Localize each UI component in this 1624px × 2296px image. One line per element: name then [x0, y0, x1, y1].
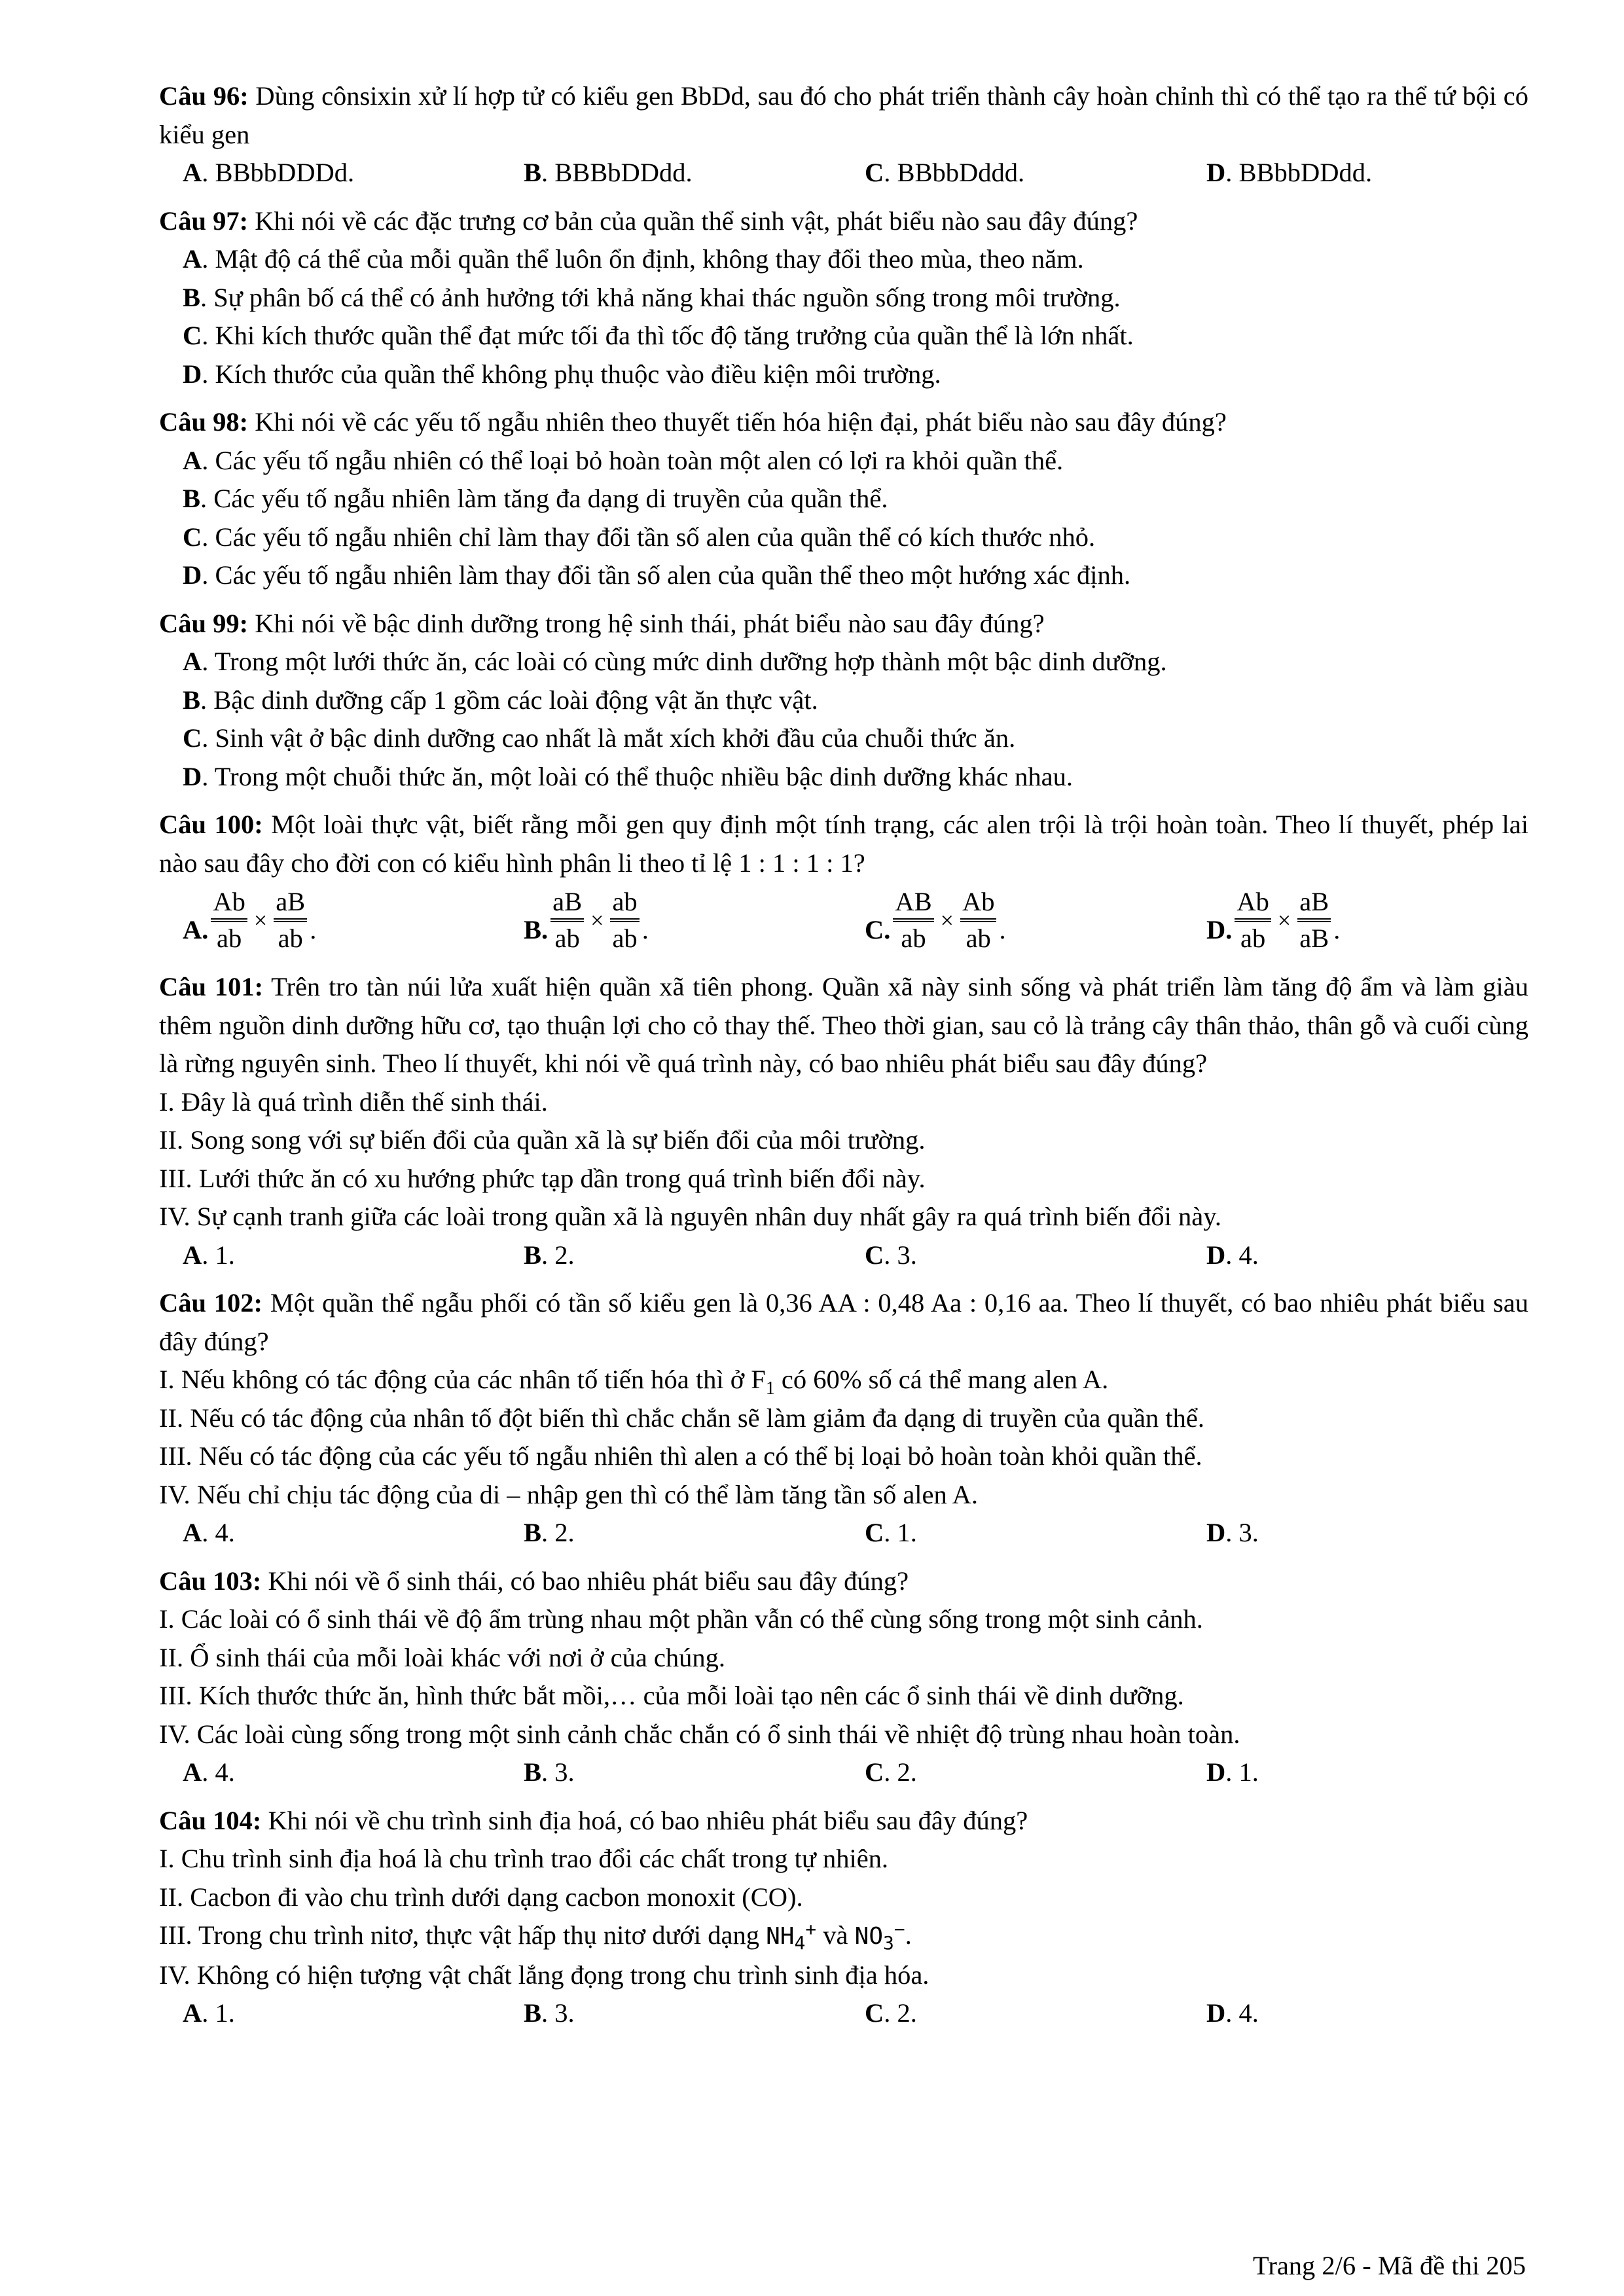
genotype-fraction: Ab ab — [211, 886, 247, 955]
statement: II. Song song với sự biến đổi của quần xã là sự biến đổi của môi trường. — [159, 1125, 926, 1155]
question-text: Trên tro tàn núi lửa xuất hiện quần xã tiên phong. Quần xã này sinh sống và phát triển làm tăng độ ẩm và làm giàu thêm nguồn dinh dưỡng hữu cơ, tạo thuận lợi cho cỏ thay thế. Theo thời gian, sau cỏ là trảng cây thân thảo, thân gỗ và cuối cùng là rừng nguyên sinh. Theo lí thuyết, khi nói về quá trình này, có bao nhiêu phát biểu sau đây đúng? — [159, 972, 1528, 1078]
option-a[interactable]: A. 1. — [183, 1998, 235, 2028]
statement: I. Đây là quá trình diễn thế sinh thái. — [159, 1086, 548, 1117]
genotype-fraction: Ab ab — [1235, 886, 1271, 955]
question-100 — [159, 806, 1528, 958]
option-d[interactable]: D. Trong một chuỗi thức ăn, một loài có thể thuộc nhiều bậc dinh dưỡng khác nhau. — [183, 761, 1073, 791]
question-number: Câu 99: — [159, 608, 249, 638]
ammonium-formula: $NH_4^+$ — [766, 1918, 817, 1954]
option-d[interactable]: D. Kích thước của quần thể không phụ thuộc vào điều kiện môi trường. — [183, 359, 941, 389]
statement: IV. Các loài cùng sống trong một sinh cảnh chắc chắn có ổ sinh thái về nhiệt độ trùng nhau hoàn toàn. — [159, 1719, 1240, 1749]
option-d[interactable]: D. 1. — [1206, 1757, 1259, 1787]
question-number: Câu 101: — [159, 972, 264, 1001]
question-text: Khi nói về bậc dinh dưỡng trong hệ sinh thái, phát biểu nào sau đây đúng? — [255, 608, 1045, 638]
question-number: Câu 102: — [159, 1288, 263, 1318]
option-c[interactable]: C. 1. — [865, 1518, 917, 1547]
question-text: Khi nói về các yếu tố ngẫu nhiên theo thuyết tiến hóa hiện đại, phát biểu nào sau đây đúng? — [255, 407, 1227, 437]
statement: IV. Nếu chỉ chịu tác động của di – nhập gen thì có thể làm tăng tần số alen A. — [159, 1479, 979, 1509]
genotype-fraction: aB ab — [550, 886, 584, 955]
question-97 — [159, 202, 1528, 394]
option-c[interactable]: C. Sinh vật ở bậc dinh dưỡng cao nhất là mắt xích khởi đầu của chuỗi thức ăn. — [183, 723, 1016, 753]
options-row — [159, 1236, 1528, 1275]
question-98 — [159, 403, 1528, 595]
option-a[interactable]: A. Các yếu tố ngẫu nhiên có thể loại bỏ hoàn toàn một alen có lợi ra khỏi quần thể. — [183, 445, 1064, 475]
option-b[interactable]: B. 3. — [524, 1757, 575, 1787]
options-row — [159, 1753, 1528, 1792]
option-b[interactable]: B. BBBbDDdd. — [524, 158, 693, 187]
option-c[interactable]: C. Khi kích thước quần thể đạt mức tối đa thì tốc độ tăng trưởng của quần thể là lớn nhất. — [183, 321, 1134, 350]
option-c[interactable]: C. 2. — [865, 1998, 917, 2028]
question-number: Câu 98: — [159, 407, 249, 437]
option-a[interactable]: A. Ab ab × aB ab . — [183, 882, 316, 958]
question-96 — [159, 77, 1528, 192]
options-row — [159, 1514, 1528, 1552]
option-b[interactable]: B. Bậc dinh dưỡng cấp 1 gồm các loài động vật ăn thực vật. — [183, 685, 818, 715]
option-c[interactable]: C. BBbbDddd. — [865, 158, 1025, 187]
option-a[interactable]: A. Trong một lưới thức ăn, các loài có cùng mức dinh dưỡng hợp thành một bậc dinh dưỡng. — [183, 647, 1167, 676]
statement: III. Nếu có tác động của các yếu tố ngẫu nhiên thì alen a có thể bị loại bỏ hoàn toàn khỏi quần thể. — [159, 1441, 1202, 1471]
genotype-fraction: AB ab — [893, 886, 933, 955]
option-d[interactable]: D. 4. — [1206, 1240, 1259, 1270]
option-b[interactable]: B. Sự phân bố cá thể có ảnh hưởng tới khả năng khai thác nguồn sống trong môi trường. — [183, 282, 1121, 312]
question-number: Câu 96: — [159, 81, 249, 111]
option-d[interactable]: D. 4. — [1206, 1998, 1259, 2028]
statement: II. Ổ sinh thái của mỗi loài khác với nơi ở của chúng. — [159, 1642, 726, 1672]
genotype-fraction: aB ab — [274, 886, 307, 955]
option-d[interactable]: D. BBbbDDdd. — [1206, 158, 1373, 187]
statement: IV. Sự cạnh tranh giữa các loài trong quần xã là nguyên nhân duy nhất gây ra quá trình biến đổi này. — [159, 1202, 1221, 1231]
option-a[interactable]: A. 4. — [183, 1518, 235, 1547]
statement: IV. Không có hiện tượng vật chất lắng đọng trong chu trình sinh địa hóa. — [159, 1960, 929, 1990]
question-99 — [159, 605, 1528, 797]
option-a[interactable]: A. BBbbDDDd. — [183, 158, 355, 187]
option-c[interactable]: C. 2. — [865, 1757, 917, 1787]
question-101 — [159, 968, 1528, 1274]
options-row — [159, 882, 1528, 958]
question-text: Khi nói về các đặc trưng cơ bản của quần thể sinh vật, phát biểu nào sau đây đúng? — [255, 206, 1138, 236]
question-number: Câu 104: — [159, 1805, 262, 1835]
option-b[interactable]: B. 2. — [524, 1240, 575, 1270]
question-text: Một quần thể ngẫu phối có tần số kiểu gen là 0,36 AA : 0,48 Aa : 0,16 aa. Theo lí thuyết, có bao nhiêu phát biểu sau đây đúng? — [159, 1288, 1529, 1356]
option-a[interactable]: A. 1. — [183, 1240, 235, 1270]
option-c[interactable]: C. Các yếu tố ngẫu nhiên chỉ làm thay đổi tần số alen của quần thể có kích thước nhỏ. — [183, 522, 1096, 552]
option-b[interactable]: B. aB ab × ab ab . — [524, 882, 649, 958]
option-a[interactable]: A. 4. — [183, 1757, 235, 1787]
genotype-fraction: ab ab — [610, 886, 639, 955]
statement: II. Nếu có tác động của nhân tố đột biến thì chắc chắn sẽ làm giảm đa dạng di truyền của quần thể. — [159, 1403, 1204, 1433]
options-row — [159, 154, 1528, 192]
option-b[interactable]: B. 3. — [524, 1998, 575, 2028]
question-text: Một loài thực vật, biết rằng mỗi gen quy định một tính trạng, các alen trội là trội hoàn toàn. Theo lí thuyết, phép lai nào sau đây cho đời con có kiểu hình phân li theo tỉ lệ 1 : 1 : 1 : 1? — [159, 810, 1528, 878]
statement: III. Kích thước thức ăn, hình thức bắt mồi,… của mỗi loài tạo nên các ổ sinh thái về dinh dưỡng. — [159, 1681, 1184, 1710]
question-102 — [159, 1284, 1528, 1552]
statement: II. Cacbon đi vào chu trình dưới dạng cacbon monoxit (CO). — [159, 1882, 803, 1912]
statement: III. Lưới thức ăn có xu hướng phức tạp dần trong quá trình biến đổi này. — [159, 1163, 926, 1193]
option-a[interactable]: A. Mật độ cá thể của mỗi quần thể luôn ổn định, không thay đổi theo mùa, theo năm. — [183, 244, 1084, 274]
question-number: Câu 97: — [159, 206, 249, 236]
option-c[interactable]: C. 3. — [865, 1240, 917, 1270]
genotype-fraction: Ab ab — [960, 886, 997, 955]
question-104 — [159, 1802, 1528, 2033]
option-b[interactable]: B. Các yếu tố ngẫu nhiên làm tăng đa dạng di truyền của quần thể. — [183, 484, 888, 513]
question-text: Khi nói về chu trình sinh địa hoá, có bao nhiêu phát biểu sau đây đúng? — [268, 1805, 1028, 1835]
nitrate-formula: $NO_3^-$ — [854, 1918, 905, 1954]
option-d[interactable]: D. 3. — [1206, 1518, 1259, 1547]
question-number: Câu 103: — [159, 1566, 262, 1596]
statement: III. Trong chu trình nitơ, thực vật hấp thụ nitơ dưới dạng $NH_4^+$ và $NO_3^-$. — [159, 1918, 912, 1954]
statement: I. Nếu không có tác động của các nhân tố tiến hóa thì ở $F_1$ có 60% số cá thể mang alen A. — [159, 1365, 1109, 1399]
options-row — [159, 1994, 1528, 2033]
option-c[interactable]: C. AB ab × Ab ab . — [865, 882, 1006, 958]
option-b[interactable]: B. 2. — [524, 1518, 575, 1547]
statement: I. Các loài có ổ sinh thái về độ ẩm trùng nhau một phần vẫn có thể cùng sống trong một sinh cảnh. — [159, 1604, 1203, 1634]
question-text: Khi nói về ổ sinh thái, có bao nhiêu phát biểu sau đây đúng? — [268, 1566, 909, 1596]
statement: I. Chu trình sinh địa hoá là chu trình trao đổi các chất trong tự nhiên. — [159, 1844, 889, 1873]
question-103 — [159, 1562, 1528, 1792]
genotype-fraction: aB aB — [1297, 886, 1331, 955]
option-d[interactable]: D. Các yếu tố ngẫu nhiên làm thay đổi tần số alen của quần thể theo một hướng xác định. — [183, 560, 1131, 590]
page-footer: Trang 2/6 - Mã đề thi 205 — [1253, 2251, 1526, 2280]
question-text: Dùng cônsixin xử lí hợp tử có kiểu gen BbDd, sau đó cho phát triển thành cây hoàn chỉnh thì có thể tạo ra thể tứ bội có kiểu gen — [159, 81, 1529, 149]
question-number: Câu 100: — [159, 810, 263, 839]
option-d[interactable]: D. Ab ab × aB aB . — [1206, 882, 1340, 958]
exam-page — [159, 77, 1528, 2043]
